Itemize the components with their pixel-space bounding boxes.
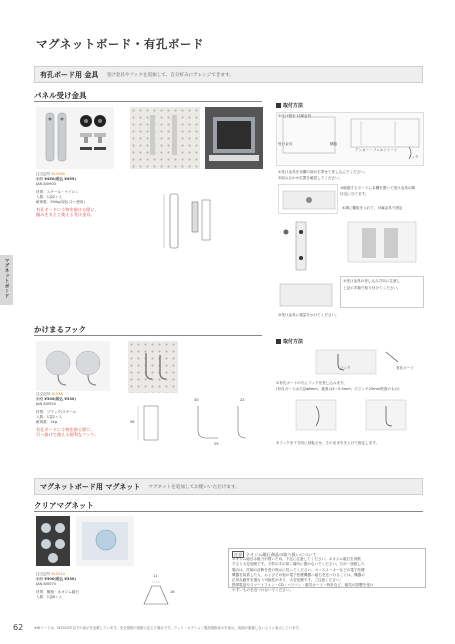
clear-magnet-order-code: M-5010 bbox=[51, 572, 66, 576]
panel-bracket-photo bbox=[36, 107, 114, 169]
panel-display-photo bbox=[205, 107, 263, 169]
page-number: 62 bbox=[13, 623, 24, 632]
caution-title: ネオジム磁石商品の取り扱いについて bbox=[245, 552, 317, 557]
pegboard-fittings-banner bbox=[34, 66, 423, 83]
panel-bracket-pegboard-photo bbox=[130, 107, 200, 169]
divider bbox=[34, 335, 262, 336]
panel-price: ¥450(税込 ¥495) bbox=[44, 177, 77, 182]
footer-note: ※Wコードは、W2015年以下の表示を記載しています。安全規格の規制に応じた場合です。ウッド・オプション製品規格表示を表示、表面が重複しないように表示しています。 bbox=[34, 626, 302, 630]
panel-bracket-heading: パネル受け金具 bbox=[34, 91, 87, 100]
panel-bracket-diagram bbox=[130, 190, 240, 270]
howto-step-3-illustration bbox=[278, 184, 338, 214]
howto-step-5-illustration bbox=[342, 218, 422, 268]
clear-magnet-dimension-diagram: 11 16 bbox=[136, 574, 176, 610]
panel-order-code: M-5060 bbox=[51, 172, 66, 176]
hook-photo bbox=[36, 341, 110, 391]
side-tab: マグネットボード bbox=[0, 255, 13, 305]
page-title: マグネットボード・有孔ボード bbox=[36, 37, 204, 51]
hook-howto-diagram bbox=[276, 348, 422, 380]
magnet-banner: マグネットボード用 マグネット マグネットを追加してお使いいただけます。 bbox=[34, 478, 423, 495]
clear-magnet-price: ¥300(税込 ¥330) bbox=[44, 577, 77, 582]
howto-step-6-illustration bbox=[276, 280, 336, 310]
panel-product-info: 注文記号 M-5060 価格 ¥450(税込 ¥495) JAN 8/0900 材質：スチール・ナイロン 入数：1袋2ヶ入 耐荷重：500g(1段に2ヶ使用) 有孔ボードに小物を掛ける際に、 揃みを支えて使える受け金具。 bbox=[36, 172, 99, 218]
neodymium-caution-box: 注意 ネオジム磁石商品の取り扱いについて ネオジム磁石は磁力が強いため、下記に注意してください。ネオジム磁石を誤飲 すると大変危険です。子供の手の届く場所に置かないでください。万が一誤飲した 場合は、医師の診断を受け指示に従ってください。ペースメーカーなどの電子医療 機器を装着した人、およびその他の電子医療機器へ磁石を近づけることは、機器の 正常な動作を損なう可能性があり、大変危険です。ご注意ください。 携帯電話やスマートフォン・CD・パソコン・磁気カード・時計など、磁気の影響を受け やすいものを近づけないでください。 bbox=[228, 548, 426, 588]
clear-magnet-photo-2 bbox=[76, 516, 134, 566]
divider bbox=[34, 101, 262, 102]
hook-pegboard-photo bbox=[128, 341, 178, 393]
panel-howto-diagram bbox=[276, 112, 424, 166]
hook-heading: かけまるフック bbox=[34, 325, 86, 334]
hook-rotate-diagram bbox=[276, 396, 424, 434]
clear-magnet-heading: クリアマグネット bbox=[34, 501, 94, 510]
hook-product-info: 注文記号 M-538 価格 ¥300(税込 ¥330) JAN 8/0920 材質：ブラック/スチール 入数：1袋2ヶ入 耐荷重：1kg 有孔ボードに小物を掛る際に、 引っ掛けて使える便利なフック。 bbox=[36, 392, 99, 438]
banner-title: 有孔ボード用 金具 bbox=[40, 70, 99, 79]
clear-magnet-photo-1 bbox=[36, 516, 70, 566]
hook-dimension-diagram: 56 30 29 22 bbox=[130, 398, 245, 446]
clear-magnet-product-info: 注文記号 M-5010 価格 ¥300(税込 ¥330) JAN 8/0070 材質：樹脂・ネオジム磁石 入数：1袋8ヶ入 bbox=[36, 572, 79, 599]
banner-desc: 受け金具やフックを追加して、自分好みにアレンジできます。 bbox=[106, 72, 234, 78]
howto-step-4-illustration bbox=[278, 218, 338, 278]
hook-order-code: M-538 bbox=[51, 392, 63, 396]
howto-warning-box: ①受け金具の差し込み方向に注意し 上記の手順で取り付けてください。 bbox=[340, 276, 424, 308]
panel-howto-title: 取付方法 bbox=[276, 102, 303, 109]
divider bbox=[34, 511, 423, 512]
hook-price: ¥300(税込 ¥330) bbox=[44, 397, 77, 402]
caution-label: 注意 bbox=[234, 552, 243, 557]
hook-howto-title: 取付方法 bbox=[276, 338, 303, 345]
